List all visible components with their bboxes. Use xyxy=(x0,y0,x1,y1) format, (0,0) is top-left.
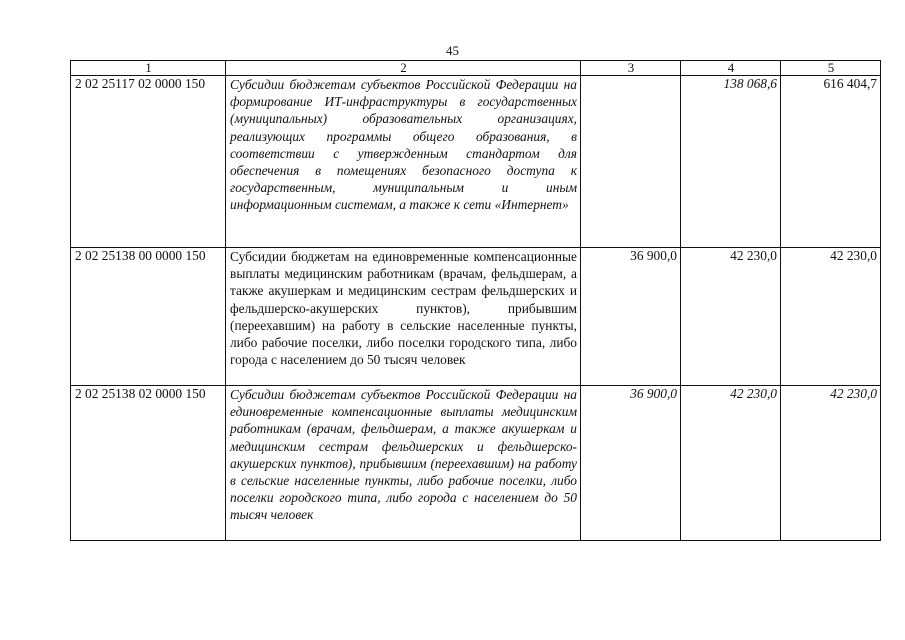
amount-col-4: 42 230,0 xyxy=(681,248,781,386)
header-col-1: 1 xyxy=(71,61,226,76)
amount-col-3: 36 900,0 xyxy=(581,248,681,386)
header-col-2: 2 xyxy=(226,61,581,76)
amount-col-3 xyxy=(581,76,681,248)
amount-col-5: 616 404,7 xyxy=(781,76,881,248)
amount-col-4: 42 230,0 xyxy=(681,386,781,541)
budget-item-name: Субсидии бюджетам субъектов Российской Федерации на единовременные компенсационные выплаты медицинским работникам (врачам, фельдшерам, а также акушеркам и медицинским сестрам фельдшерских и фельдшерско-акушерских пунктов), прибывшим (переехавшим) на работу в сельские населенные пункты, либо рабочие поселки, либо поселки городского типа, либо города с населением до 50 тысяч человек xyxy=(226,386,581,541)
budget-code: 2 02 25138 00 0000 150 xyxy=(71,248,226,386)
amount-col-5: 42 230,0 xyxy=(781,386,881,541)
amount-col-4: 138 068,6 xyxy=(681,76,781,248)
table-row xyxy=(71,76,881,248)
budget-table xyxy=(70,60,881,541)
budget-item-name: Субсидии бюджетам на единовременные компенсационные выплаты медицинским работникам (врачам, фельдшерам, а также акушеркам и медицинским сестрам фельдшерских и фельдшерско-акушерских пунктов), прибывшим (переехавшим) на работу в сельские населенные пункты, либо рабочие поселки, либо поселки городского типа, либо города с населением до 50 тысяч человек xyxy=(226,248,581,386)
header-col-5: 5 xyxy=(781,61,881,76)
table-row xyxy=(71,248,881,386)
amount-col-3: 36 900,0 xyxy=(581,386,681,541)
header-row xyxy=(71,61,881,76)
header-col-3: 3 xyxy=(581,61,681,76)
page-number: 45 xyxy=(446,43,459,58)
header-col-4: 4 xyxy=(681,61,781,76)
budget-code: 2 02 25138 02 0000 150 xyxy=(71,386,226,541)
table-row xyxy=(71,386,881,541)
budget-code: 2 02 25117 02 0000 150 xyxy=(71,76,226,248)
amount-col-5: 42 230,0 xyxy=(781,248,881,386)
budget-item-name: Субсидии бюджетам субъектов Российской Федерации на формирование ИТ-инфраструктуры в государственных (муниципальных) образовательных организациях, реализующих программы общего образования, в соответствии с утвержденным стандартом для обеспечения в помещениях безопасного доступа к государственным, муниципальным и иным информационным системам, а также к сети «Интернет» xyxy=(226,76,581,248)
